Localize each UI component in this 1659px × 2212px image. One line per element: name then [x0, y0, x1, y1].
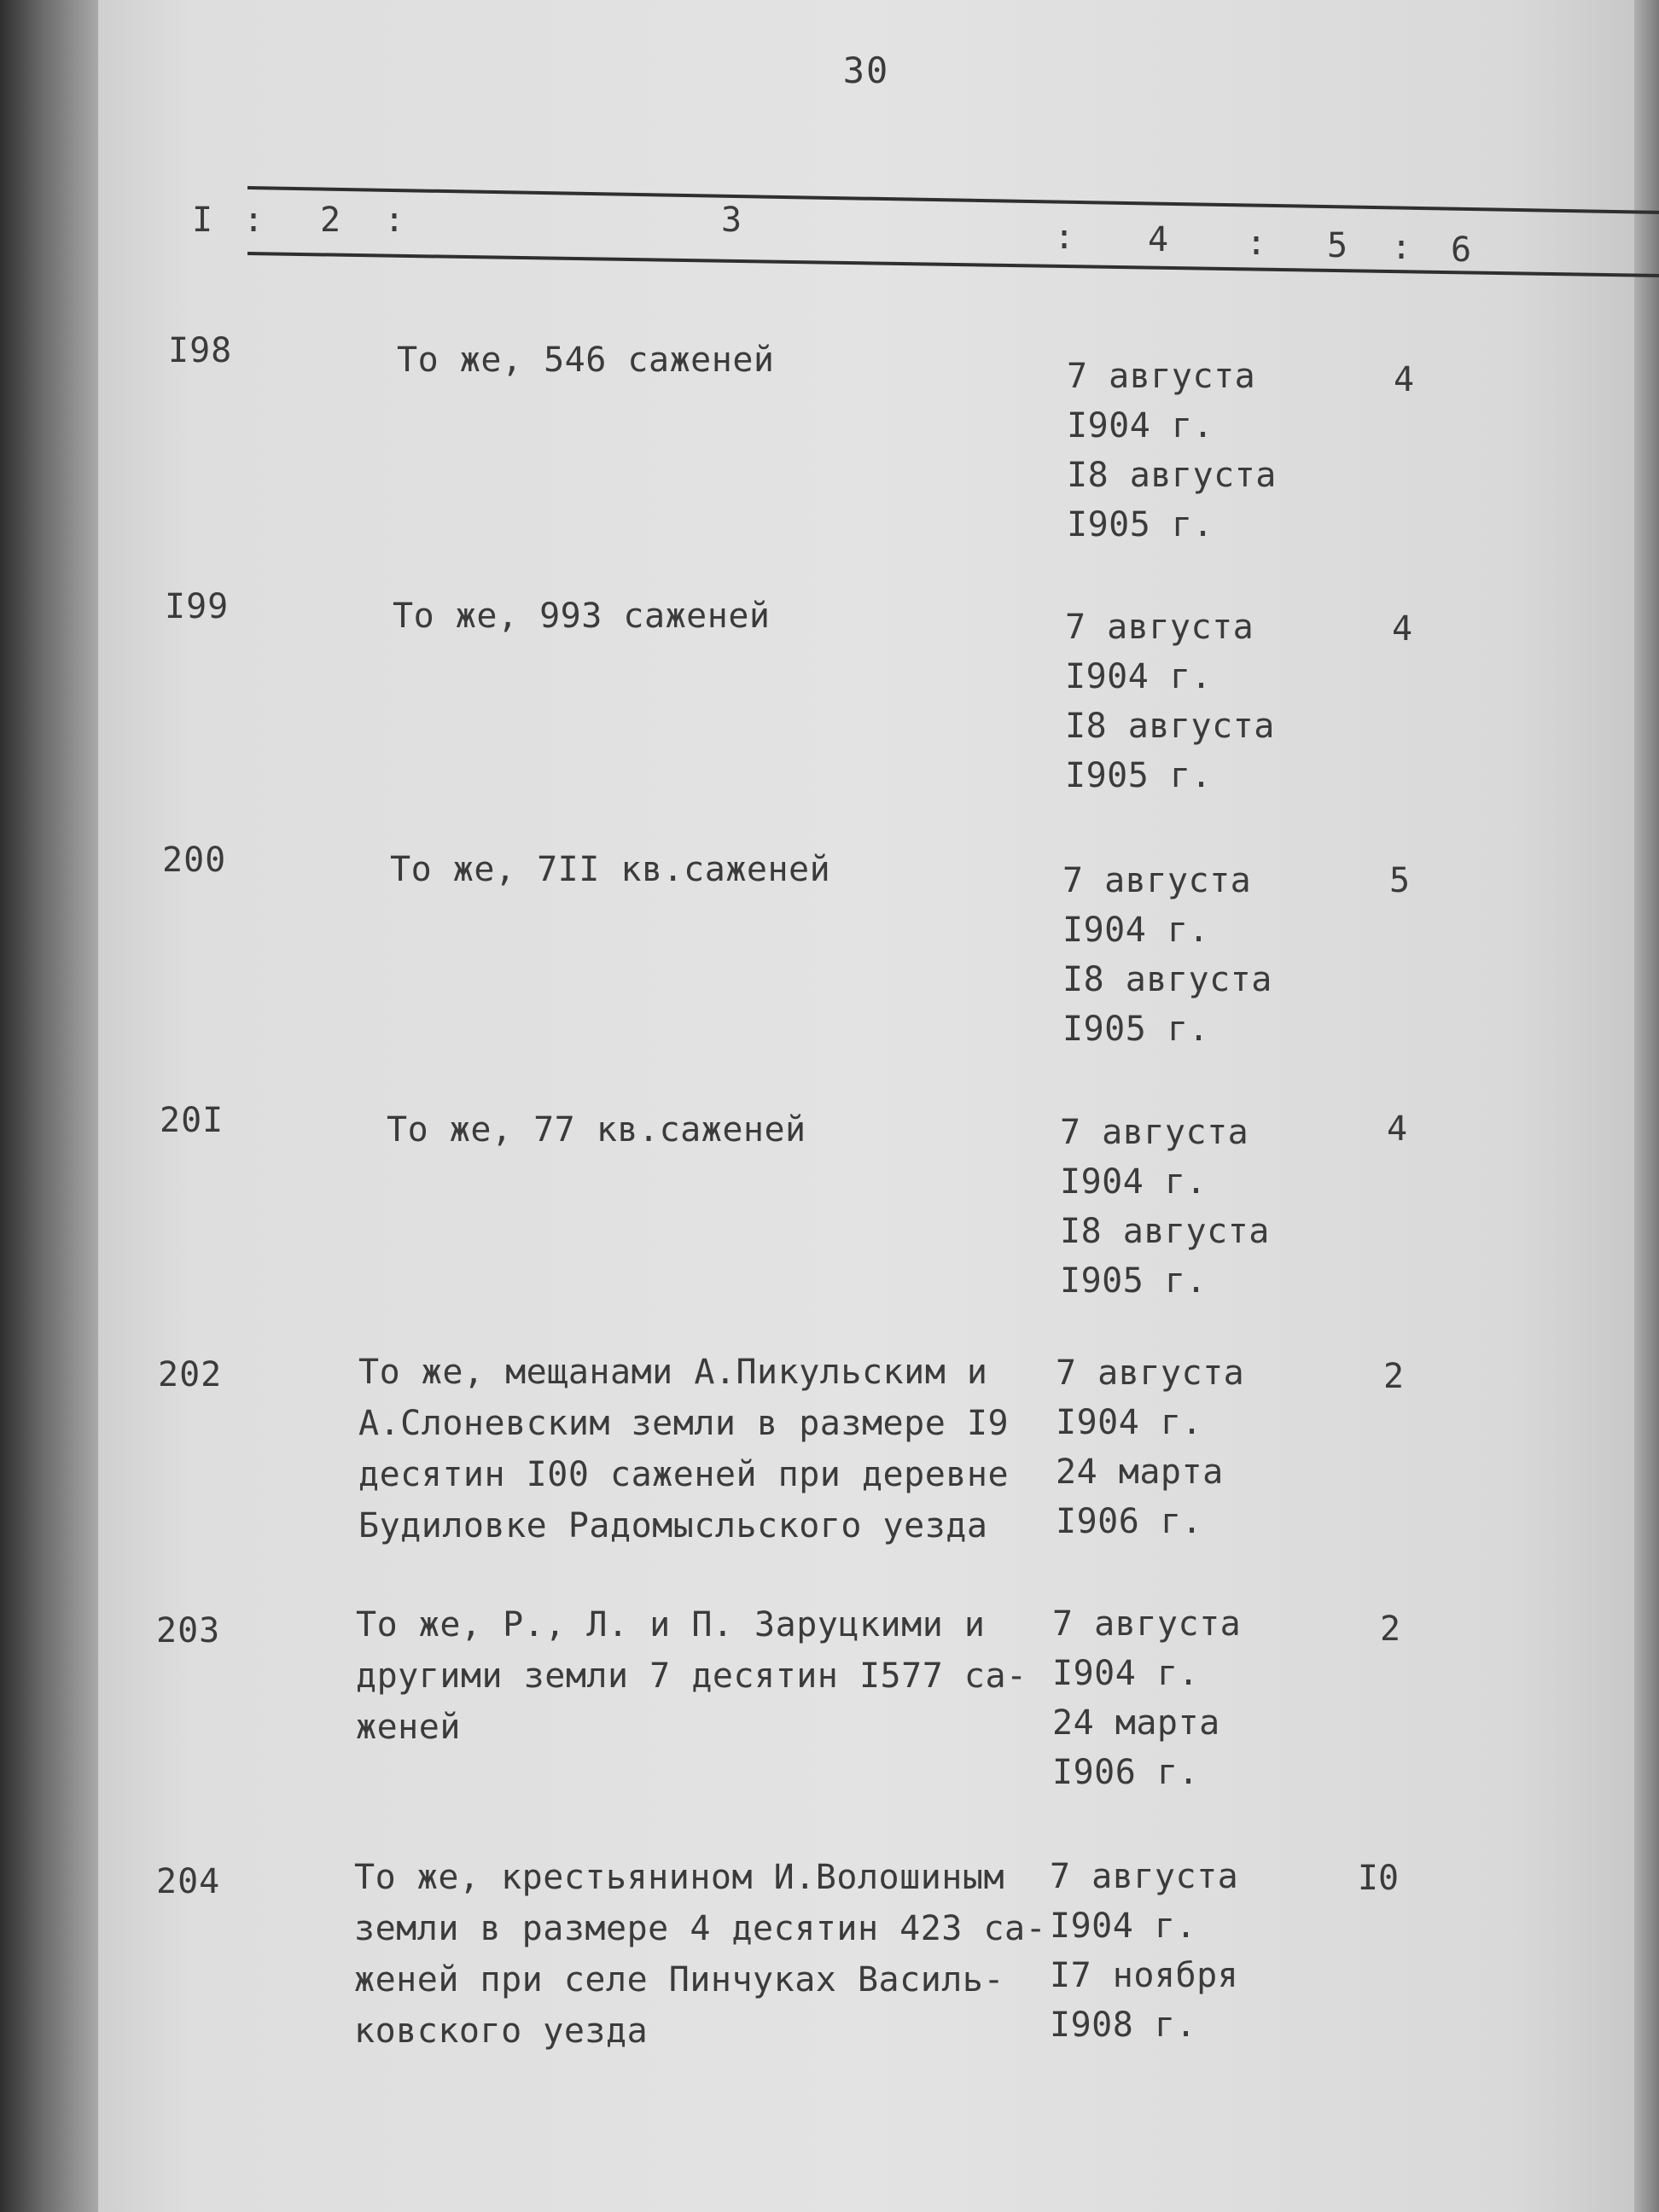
header-col-4: 4 — [1148, 220, 1169, 259]
header-col-5: 5 — [1327, 226, 1348, 265]
record-number: 20I — [160, 1101, 224, 1140]
record-dates: 7 августа I904 г. I7 ноября I908 г. — [1050, 1857, 1239, 2045]
record-count: I0 — [1357, 1859, 1400, 1898]
table-top-rule — [247, 186, 1659, 214]
record-dates: 7 августа I904 г. I8 августа I905 г. — [1062, 861, 1272, 1049]
record-number: 204 — [156, 1862, 221, 1901]
header-col-1: I — [192, 201, 213, 240]
record-dates: 7 августа I904 г. I8 августа I905 г. — [1060, 1113, 1270, 1301]
binding-shadow — [0, 0, 98, 2212]
record-dates: 7 августа I904 г. 24 марта I906 г. — [1052, 1604, 1242, 1792]
header-col-6: 6 — [1451, 230, 1472, 270]
record-description: То же, 993 саженей — [393, 597, 771, 636]
record-count: 2 — [1382, 1357, 1405, 1396]
record-number: 200 — [162, 841, 227, 880]
header-separator: : — [384, 201, 405, 240]
record-dates: 7 августа I904 г. I8 августа I905 г. — [1065, 608, 1275, 795]
record-count: 5 — [1388, 861, 1411, 900]
record-count: 4 — [1386, 1109, 1408, 1149]
record-description: То же, крестьянином И.Волошиным земли в размере 4 десятин 423 са- женей при селе Пинчуках Василь- ковского уезда — [354, 1858, 1047, 2051]
record-number: I98 — [168, 331, 233, 370]
header-separator: : — [1054, 218, 1075, 257]
record-description: То же, Р., Л. и П. Заруцкими и другими земли 7 десятин I577 са- женей — [356, 1605, 1027, 1747]
record-number: 202 — [158, 1355, 223, 1394]
record-description: То же, 7II кв.саженей — [390, 850, 831, 889]
record-description: То же, 77 кв.саженей — [387, 1110, 806, 1150]
record-dates: 7 августа I904 г. 24 марта I906 г. — [1056, 1353, 1245, 1541]
table-header-rule — [247, 252, 1659, 278]
header-col-2: 2 — [320, 201, 341, 240]
record-description: То же, 546 саженей — [397, 341, 775, 380]
header-separator: : — [1391, 228, 1412, 267]
page-number: 30 — [842, 49, 890, 91]
header-col-3: 3 — [721, 201, 742, 240]
record-number: 203 — [156, 1611, 221, 1650]
record-number: I99 — [165, 587, 230, 626]
record-description: То же, мещанами А.Пикульским и А.Слоневским земли в размере I9 десятин I00 саженей при деревне Будиловке Радомысльского уезда — [358, 1353, 1010, 1545]
header-separator: : — [243, 201, 265, 240]
document-page — [98, 0, 1634, 2212]
header-separator: : — [1246, 224, 1267, 263]
page-edge — [1634, 0, 1659, 2212]
record-count: 4 — [1393, 360, 1415, 399]
record-count: 2 — [1379, 1610, 1401, 1649]
record-count: 4 — [1391, 609, 1413, 649]
record-dates: 7 августа I904 г. I8 августа I905 г. — [1067, 357, 1277, 544]
